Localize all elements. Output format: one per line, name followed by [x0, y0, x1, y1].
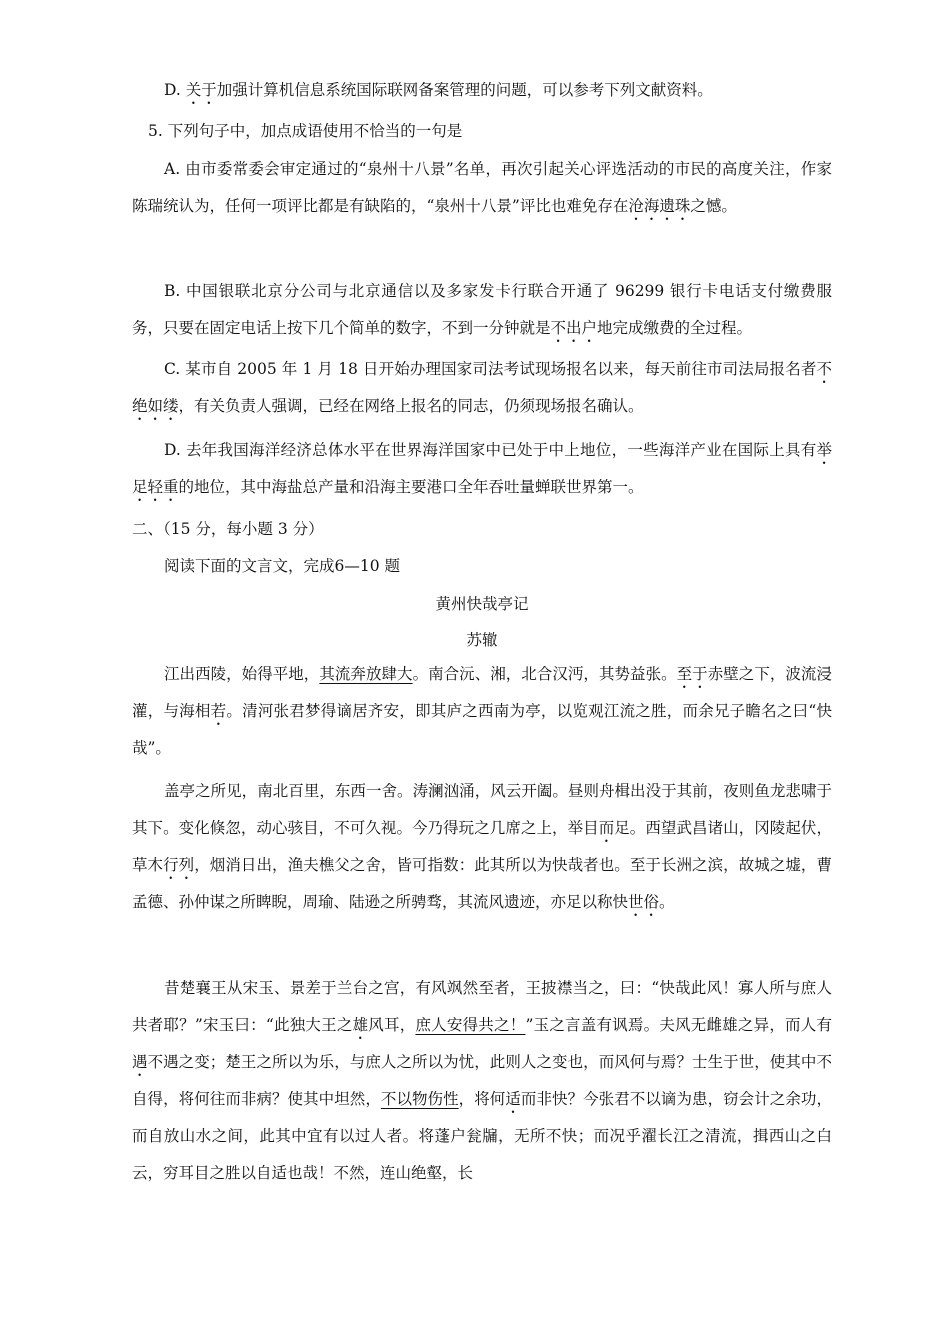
passage-title: 黄州快哉亭记 — [435, 595, 529, 613]
dotted-idiom: 不出户 — [550, 319, 598, 337]
q5-option-b — [132, 273, 832, 347]
text-run: 。 — [659, 893, 675, 911]
q4-d-label: D. — [164, 81, 186, 99]
dotted-word: 若 — [210, 702, 227, 720]
passage-paragraph-2 — [132, 773, 832, 921]
dotted-word: 雄 — [352, 1016, 369, 1034]
text-run: 。清河张君梦得谪居齐安，即其庐之西南为亭，以览观江流之胜，而余兄子瞻名之曰“快哉”。 — [132, 702, 832, 757]
q5-a-text: A. 由市委常委会审定通过的“泉州十八景”名单，再次引起关心评选活动的市民的高度关注，作家陈瑞统认为，任何一项评比都是有缺陷的，“泉州十八景”评比也难免存在 — [132, 160, 832, 215]
text-run: 盖亭之所见，南北百里，东西一舍。涛澜汹涌，风云开阖。昼则舟楫出没于其前，夜则鱼龙悲啸于其下。变化倏忽，动心骇目，不可久视。今乃得玩之几席之上，举目 — [132, 782, 832, 837]
dotted-word: 而 — [598, 819, 615, 837]
q5-stem: 5. 下列句子中，加点成语使用不恰当的一句是 — [148, 122, 463, 140]
dotted-word: 关于 — [185, 81, 217, 99]
text-run: 而非快？今张君不以谪为患，窃会计之余功，而自放山水之间，此其中宜有以过人者。将蓬户瓮牖，无所不快；而况乎濯长江之清流，揖西山之白云，穷耳目之胜以自适也哉！不然，连山绝壑，长 — [132, 1090, 832, 1182]
text-run: ”玉之言盖有讽焉。夫风无雌雄之异，而人有 — [525, 1016, 832, 1034]
text-run: 。南合沅、湘，北合汉沔，其势益张。 — [412, 665, 677, 683]
underlined-sentence: 不以物伤性 — [380, 1090, 459, 1108]
dotted-word: 遇 — [132, 1053, 148, 1071]
text-run: 足。西望武昌诸山，冈陵起伏，草木 — [132, 819, 832, 874]
dotted-idiom: 沧海遗珠 — [628, 197, 691, 215]
passage-author: 苏辙 — [466, 631, 498, 649]
q5-option-d — [132, 432, 832, 506]
dotted-word: 适 — [505, 1090, 521, 1108]
text-run: ，将何 — [458, 1090, 506, 1108]
q5-c-tail: ，有关负责人强调，已经在网络上报名的同志，仍须现场报名确认。 — [178, 397, 644, 415]
dotted-word: 至于 — [676, 665, 708, 683]
dotted-word: 行列 — [163, 856, 195, 874]
q5-option-a — [132, 151, 832, 225]
q4-d-text: 加强计算机信息系统国际联网备案管理的问题，可以参考下列文献资料。 — [216, 81, 713, 99]
underlined-sentence: 庶人安得共之！ — [415, 1016, 526, 1034]
q5-c-text: C. 某市自 2005 年 1 月 18 日开始办理国家司法考试现场报名以来，每天前往市司法局报名者 — [164, 360, 817, 378]
reading-instruction: 阅读下面的文言文，完成6—10 题 — [164, 557, 401, 575]
q5-option-c — [132, 351, 832, 425]
text-run: 赤壁之下，波流浸灌，与海相 — [132, 665, 832, 720]
text-run: ，烟消日出，渔夫樵父之舍，皆可指数：此其所以为快哉者也。至于长洲之滨，故城之墟，曹孟德、孙仲谋之所睥睨，周瑜、陆逊之所骋骛，其流风遗迹，亦足以称快 — [132, 856, 832, 911]
text-run: 风耳， — [368, 1016, 416, 1034]
passage-paragraph-3 — [132, 970, 832, 1192]
q5-d-text: D. 去年我国海洋经济总体水平在世界海洋国家中已处于中上地位，一些海洋产业在国际上具有 — [164, 441, 817, 459]
dotted-idiom: 不绝如缕 — [132, 360, 832, 415]
dotted-idiom: 举足轻重 — [132, 441, 832, 496]
passage-paragraph-1 — [132, 656, 832, 767]
text-run: 昔楚襄王从宋玉、景差于兰台之宫，有风飒然至者，王披襟当之，曰：“快哉此风！寡人所与庶人共者耶？”宋玉曰：“此独大王之 — [132, 979, 832, 1034]
q5-b-tail: 地完成缴费的全过程。 — [597, 319, 753, 337]
q5-a-tail: 之憾。 — [690, 197, 737, 215]
q5-d-tail: 的地位，其中海盐总产量和沿海主要港口全年吞吐量蝉联世界第一。 — [178, 478, 644, 496]
q4-option-d — [132, 72, 832, 109]
text-run: 不遇之变；楚王之所以为乐，与庶人之所以为忧，此则人之变也，而风何与焉？士生于世，使其中不自得，将何往而非病？使其中坦然， — [132, 1053, 832, 1108]
underlined-sentence: 其流奔放肆大 — [319, 665, 413, 683]
text-run: 江出西陵，始得平地， — [164, 665, 320, 683]
dotted-word: 世俗 — [628, 893, 660, 911]
section-heading: 二、（15 分，每小题 3 分） — [132, 520, 324, 538]
q5-b-text: B. 中国银联北京分公司与北京通信以及多家发卡行联合开通了 96299 银行卡电话支付缴费服务，只要在固定电话上按下几个简单的数字，不到一分钟就是 — [132, 282, 832, 337]
